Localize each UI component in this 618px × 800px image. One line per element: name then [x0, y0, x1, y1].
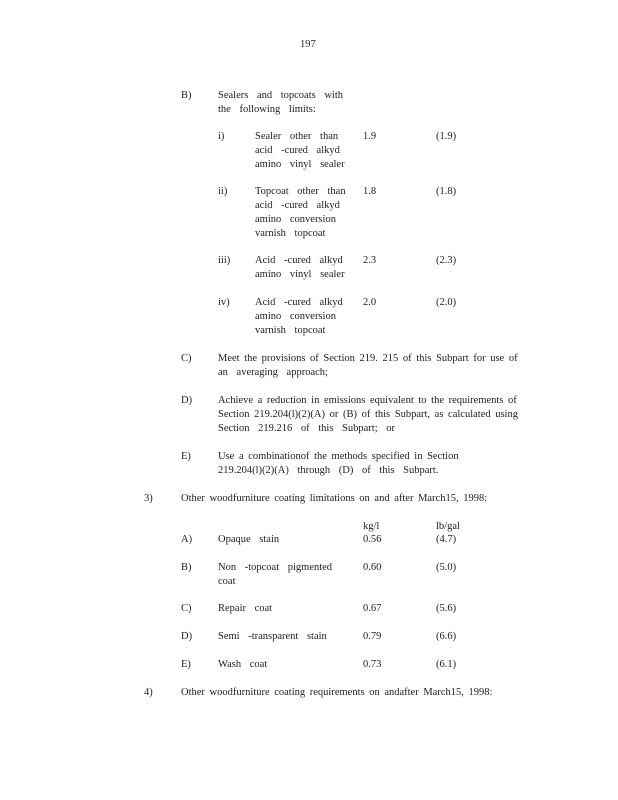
sub-item-line: acid -cured alkyd [255, 200, 340, 211]
limit-kg: 1.8 [363, 186, 377, 197]
coating-row-kg: 0.56 [363, 534, 382, 545]
coating-row-lb: (5.6) [436, 603, 457, 614]
sub-item-line: amino vinyl sealer [255, 159, 345, 170]
sub-item-line: amino vinyl sealer [255, 269, 345, 280]
column-header-kg: kg/l [363, 521, 380, 532]
section-d-line1: Achieve a reduction in emissions equivalent to the requirements of [218, 395, 517, 406]
section-e-line1: Use a combinationof the methods specified in Section [218, 451, 459, 462]
sub-item-label: i) [218, 131, 225, 142]
section-c-label: C) [181, 353, 192, 364]
sub-item-line: amino conversion [255, 311, 336, 322]
sub-item-label: iii) [218, 255, 231, 266]
coating-row-lb: (4.7) [436, 534, 457, 545]
sub-item-line: amino conversion [255, 214, 336, 225]
section-c-line2: an averaging approach; [218, 367, 328, 378]
coating-row-name: coat [218, 576, 236, 587]
sub-item-line: acid -cured alkyd [255, 145, 340, 156]
coating-row-label: B) [181, 562, 192, 573]
coating-row-kg: 0.73 [363, 659, 382, 670]
limit-kg: 2.0 [363, 297, 377, 308]
coating-row-lb: (5.0) [436, 562, 457, 573]
sub-item-line: Acid -cured alkyd [255, 297, 343, 308]
sub-item-label: ii) [218, 186, 228, 197]
coating-row-name: Repair coat [218, 603, 273, 614]
page-number: 197 [300, 39, 316, 50]
section-d-line2: Section 219.204(l)(2)(A) or (B) of this Subpart, as calculated using [218, 409, 518, 420]
coating-row-kg: 0.67 [363, 603, 382, 614]
coating-row-kg: 0.79 [363, 631, 382, 642]
limit-lb: (2.3) [436, 255, 457, 266]
sub-item-label: iv) [218, 297, 230, 308]
section-b-label: B) [181, 90, 192, 101]
limit-lb: (2.0) [436, 297, 457, 308]
limit-kg: 2.3 [363, 255, 377, 266]
limit-lb: (1.9) [436, 131, 457, 142]
coating-row-name: Semi -transparent stain [218, 631, 327, 642]
coating-row-label: D) [181, 631, 193, 642]
section-d-label: D) [181, 395, 193, 406]
section-e-line2: 219.204(l)(2)(A) through (D) of this Subpart. [218, 465, 439, 476]
coating-row-name: Non -topcoat pigmented [218, 562, 333, 573]
coating-row-label: C) [181, 603, 192, 614]
item-3-text: Other woodfurniture coating limitations on and after March15, 1998: [181, 493, 488, 504]
coating-row-lb: (6.1) [436, 659, 457, 670]
limit-lb: (1.8) [436, 186, 457, 197]
coating-row-kg: 0.60 [363, 562, 382, 573]
section-c-line1: Meet the provisions of Section 219. 215 of this Subpart for use of [218, 353, 518, 364]
item-3-label: 3) [144, 493, 153, 504]
coating-row-name: Wash coat [218, 659, 268, 670]
item-4-label: 4) [144, 687, 153, 698]
sub-item-line: varnish topcoat [255, 325, 326, 336]
section-b-text-line1: Sealers and topcoats with [218, 90, 344, 101]
coating-row-label: A) [181, 534, 193, 545]
item-4-text: Other woodfurniture coating requirements on andafter March15, 1998: [181, 687, 493, 698]
sub-item-line: Topcoat other than [255, 186, 346, 197]
coating-row-label: E) [181, 659, 191, 670]
section-e-label: E) [181, 451, 191, 462]
column-header-lb: lb/gal [436, 521, 460, 532]
sub-item-line: Sealer other than [255, 131, 339, 142]
coating-row-name: Opaque stain [218, 534, 280, 545]
section-d-line3: Section 219.216 of this Subpart; or [218, 423, 395, 434]
section-b-text-line2: the following limits: [218, 104, 316, 115]
limit-kg: 1.9 [363, 131, 377, 142]
sub-item-line: varnish topcoat [255, 228, 326, 239]
sub-item-line: Acid -cured alkyd [255, 255, 343, 266]
coating-row-lb: (6.6) [436, 631, 457, 642]
